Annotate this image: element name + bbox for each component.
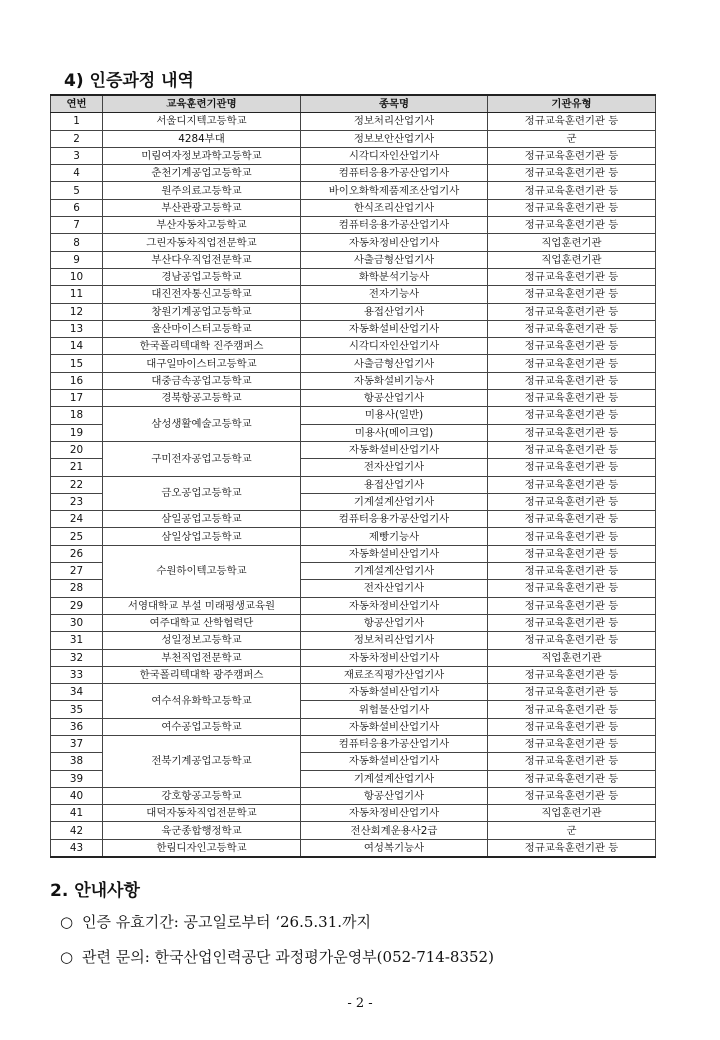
table-row [51, 303, 656, 320]
cell-type: 정규교육훈련기관 등 [488, 407, 656, 424]
cell-no: 7 [51, 217, 103, 234]
table-row [51, 649, 656, 666]
cell-institution: 여수석유화학고등학교 [103, 684, 301, 719]
cell-no: 37 [51, 735, 103, 752]
cell-item: 정보처리산업기사 [301, 632, 488, 649]
cell-item: 시각디자인산업기사 [301, 338, 488, 355]
table-row [51, 147, 656, 164]
table-row [51, 718, 656, 735]
cell-item: 위험물산업기사 [301, 701, 488, 718]
cell-no: 40 [51, 787, 103, 804]
table-row [51, 268, 656, 285]
cell-institution: 육군종합행정학교 [103, 822, 301, 839]
table-row [51, 390, 656, 407]
cell-institution: 한국폴리텍대학 진주캠퍼스 [103, 338, 301, 355]
cell-type: 군 [488, 822, 656, 839]
cell-no: 21 [51, 459, 103, 476]
cell-no: 28 [51, 580, 103, 597]
cell-item: 사출금형산업기사 [301, 251, 488, 268]
cell-item: 컴퓨터응용가공산업기사 [301, 735, 488, 752]
cell-no: 41 [51, 805, 103, 822]
cell-no: 35 [51, 701, 103, 718]
cell-type: 정규교육훈련기관 등 [488, 735, 656, 752]
cell-no: 38 [51, 753, 103, 770]
cell-type: 정규교육훈련기관 등 [488, 268, 656, 285]
cell-type: 정규교육훈련기관 등 [488, 718, 656, 735]
cell-institution: 대중금속공업고등학교 [103, 372, 301, 389]
cell-no: 3 [51, 147, 103, 164]
notice-text: 관련 문의: 한국산업인력공단 과정평가운영부(052-714-8352) [82, 948, 494, 966]
cell-institution: 그린자동차직업전문학교 [103, 234, 301, 251]
table-row [51, 338, 656, 355]
table-row [51, 597, 656, 614]
cell-type: 직업훈련기관 [488, 805, 656, 822]
table-row [51, 839, 656, 857]
cell-type: 정규교육훈련기관 등 [488, 597, 656, 614]
cell-institution: 수원하이텍고등학교 [103, 545, 301, 597]
cell-type: 정규교육훈련기관 등 [488, 459, 656, 476]
cell-no: 24 [51, 511, 103, 528]
table-header-row [51, 95, 656, 113]
bullet-icon: ○ [60, 913, 74, 931]
table-row [51, 251, 656, 268]
cell-item: 자동화설비산업기사 [301, 753, 488, 770]
cell-type: 정규교육훈련기관 등 [488, 493, 656, 510]
cell-institution: 금오공업고등학교 [103, 476, 301, 511]
cell-item: 한식조리산업기사 [301, 199, 488, 216]
table-row [51, 684, 656, 701]
cell-no: 34 [51, 684, 103, 701]
table-row [51, 286, 656, 303]
cell-item: 정보보안산업기사 [301, 130, 488, 147]
cell-item: 여성복기능사 [301, 839, 488, 857]
cell-type: 정규교육훈련기관 등 [488, 666, 656, 683]
cell-item: 자동화설비산업기사 [301, 441, 488, 458]
header-type: 기관유형 [488, 95, 656, 113]
cell-no: 29 [51, 597, 103, 614]
table-row [51, 735, 656, 752]
cell-no: 43 [51, 839, 103, 857]
table-row [51, 217, 656, 234]
cell-type: 정규교육훈련기관 등 [488, 563, 656, 580]
cell-item: 용접산업기사 [301, 303, 488, 320]
cell-type: 정규교육훈련기관 등 [488, 770, 656, 787]
cell-item: 컴퓨터응용가공산업기사 [301, 165, 488, 182]
cell-type: 정규교육훈련기관 등 [488, 839, 656, 857]
cell-no: 27 [51, 563, 103, 580]
cell-item: 전자산업기사 [301, 580, 488, 597]
cell-item: 컴퓨터응용가공산업기사 [301, 511, 488, 528]
cell-institution: 경남공업고등학교 [103, 268, 301, 285]
section-title: 4) 인증과정 내역 [64, 71, 194, 91]
cell-institution: 울산마이스터고등학교 [103, 320, 301, 337]
cell-no: 31 [51, 632, 103, 649]
table-row [51, 511, 656, 528]
cell-type: 정규교육훈련기관 등 [488, 286, 656, 303]
cell-no: 15 [51, 355, 103, 372]
table-row [51, 666, 656, 683]
header-institution: 교육훈련기관명 [103, 95, 301, 113]
cell-item: 자동화설비산업기사 [301, 320, 488, 337]
cell-institution: 원주의료고등학교 [103, 182, 301, 199]
cell-institution: 대진전자통신고등학교 [103, 286, 301, 303]
cell-type: 정규교육훈련기관 등 [488, 476, 656, 493]
cell-item: 자동차정비산업기사 [301, 805, 488, 822]
cell-no: 4 [51, 165, 103, 182]
cell-item: 자동차정비산업기사 [301, 597, 488, 614]
cell-type: 정규교육훈련기관 등 [488, 199, 656, 216]
table-row [51, 805, 656, 822]
cell-no: 25 [51, 528, 103, 545]
cell-no: 30 [51, 614, 103, 631]
cell-type: 정규교육훈련기관 등 [488, 614, 656, 631]
cell-item: 자동차정비산업기사 [301, 649, 488, 666]
table-body [51, 113, 656, 857]
cell-no: 5 [51, 182, 103, 199]
cell-item: 전자산업기사 [301, 459, 488, 476]
table-row [51, 614, 656, 631]
cell-type: 정규교육훈련기관 등 [488, 147, 656, 164]
cell-no: 14 [51, 338, 103, 355]
cell-item: 바이오화학제품제조산업기사 [301, 182, 488, 199]
table-row [51, 320, 656, 337]
cell-no: 42 [51, 822, 103, 839]
cell-type: 정규교육훈련기관 등 [488, 753, 656, 770]
cell-institution: 부산자동차고등학교 [103, 217, 301, 234]
cell-type: 직업훈련기관 [488, 234, 656, 251]
cell-item: 제빵기능사 [301, 528, 488, 545]
notice-title: 2. 안내사항 [50, 881, 140, 901]
cell-no: 8 [51, 234, 103, 251]
table-row [51, 441, 656, 458]
table-row [51, 113, 656, 130]
bullet-icon: ○ [60, 948, 74, 966]
table-row [51, 407, 656, 424]
cell-no: 26 [51, 545, 103, 562]
cell-item: 재료조직평가산업기사 [301, 666, 488, 683]
cell-type: 정규교육훈련기관 등 [488, 787, 656, 804]
cell-no: 11 [51, 286, 103, 303]
cell-type: 정규교육훈련기관 등 [488, 511, 656, 528]
cell-type: 정규교육훈련기관 등 [488, 632, 656, 649]
cell-no: 32 [51, 649, 103, 666]
cell-type: 직업훈련기관 [488, 649, 656, 666]
cell-institution: 여수공업고등학교 [103, 718, 301, 735]
cell-institution: 여주대학교 산학협력단 [103, 614, 301, 631]
cell-institution: 대구일마이스터고등학교 [103, 355, 301, 372]
cell-no: 12 [51, 303, 103, 320]
table-row [51, 234, 656, 251]
cell-no: 36 [51, 718, 103, 735]
cell-type: 정규교육훈련기관 등 [488, 355, 656, 372]
cell-item: 전자기능사 [301, 286, 488, 303]
cell-type: 정규교육훈련기관 등 [488, 424, 656, 441]
cell-type: 정규교육훈련기관 등 [488, 372, 656, 389]
table-row [51, 165, 656, 182]
cell-institution: 경북항공고등학교 [103, 390, 301, 407]
table-row [51, 372, 656, 389]
cell-item: 컴퓨터응용가공산업기사 [301, 217, 488, 234]
cell-type: 군 [488, 130, 656, 147]
cell-type: 정규교육훈련기관 등 [488, 528, 656, 545]
cell-item: 미용사(메이크업) [301, 424, 488, 441]
cell-no: 18 [51, 407, 103, 424]
cell-no: 16 [51, 372, 103, 389]
cell-type: 정규교육훈련기관 등 [488, 441, 656, 458]
table-row [51, 182, 656, 199]
table-row [51, 822, 656, 839]
cell-item: 기계설계산업기사 [301, 563, 488, 580]
cell-no: 20 [51, 441, 103, 458]
cell-type: 정규교육훈련기관 등 [488, 182, 656, 199]
cell-institution: 한국폴리텍대학 광주캠퍼스 [103, 666, 301, 683]
table-row [51, 355, 656, 372]
notice-line-validity [60, 911, 371, 932]
cell-item: 시각디자인산업기사 [301, 147, 488, 164]
header-item: 종목명 [301, 95, 488, 113]
notice-text: 인증 유효기간: 공고일로부터 ‘26.5.31.까지 [82, 913, 372, 931]
page-number: - 2 - [347, 996, 373, 1011]
cell-institution: 한림디자인고등학교 [103, 839, 301, 857]
cell-no: 39 [51, 770, 103, 787]
cell-institution: 대덕자동차직업전문학교 [103, 805, 301, 822]
cell-no: 22 [51, 476, 103, 493]
cell-institution: 서울디지텍고등학교 [103, 113, 301, 130]
cell-no: 19 [51, 424, 103, 441]
header-no: 연번 [51, 95, 103, 113]
cell-item: 자동화설비기능사 [301, 372, 488, 389]
cell-item: 자동화설비산업기사 [301, 718, 488, 735]
notice-line-contact [60, 946, 494, 967]
cell-institution: 부산관광고등학교 [103, 199, 301, 216]
cell-item: 용접산업기사 [301, 476, 488, 493]
cell-type: 정규교육훈련기관 등 [488, 165, 656, 182]
cell-type: 정규교육훈련기관 등 [488, 338, 656, 355]
cell-item: 자동차정비산업기사 [301, 234, 488, 251]
cell-institution: 미림여자정보과학고등학교 [103, 147, 301, 164]
cell-institution: 창원기계공업고등학교 [103, 303, 301, 320]
cell-type: 정규교육훈련기관 등 [488, 303, 656, 320]
table-row [51, 476, 656, 493]
cell-type: 정규교육훈련기관 등 [488, 545, 656, 562]
cell-no: 10 [51, 268, 103, 285]
cell-no: 13 [51, 320, 103, 337]
cell-type: 직업훈련기관 [488, 251, 656, 268]
cell-item: 전산회계운용사2급 [301, 822, 488, 839]
cell-institution: 부산다우직업전문학교 [103, 251, 301, 268]
cell-type: 정규교육훈련기관 등 [488, 701, 656, 718]
certification-table [50, 94, 656, 858]
cell-type: 정규교육훈련기관 등 [488, 390, 656, 407]
cell-item: 기계설계산업기사 [301, 493, 488, 510]
cell-type: 정규교육훈련기관 등 [488, 217, 656, 234]
cell-institution: 삼성생활예술고등학교 [103, 407, 301, 442]
table-row [51, 787, 656, 804]
cell-no: 23 [51, 493, 103, 510]
table-row [51, 528, 656, 545]
cell-no: 6 [51, 199, 103, 216]
cell-institution: 서영대학교 부설 미래평생교육원 [103, 597, 301, 614]
cell-type: 정규교육훈련기관 등 [488, 320, 656, 337]
cell-item: 자동화설비산업기사 [301, 684, 488, 701]
cell-institution: 성일정보고등학교 [103, 632, 301, 649]
cell-item: 항공산업기사 [301, 787, 488, 804]
cell-item: 항공산업기사 [301, 390, 488, 407]
table-row [51, 632, 656, 649]
cell-type: 정규교육훈련기관 등 [488, 113, 656, 130]
cell-institution: 전북기계공업고등학교 [103, 735, 301, 787]
table-row [51, 199, 656, 216]
cell-institution: 강호항공고등학교 [103, 787, 301, 804]
cell-institution: 삼일상업고등학교 [103, 528, 301, 545]
cell-item: 미용사(일반) [301, 407, 488, 424]
cell-item: 정보처리산업기사 [301, 113, 488, 130]
cell-no: 2 [51, 130, 103, 147]
table-row [51, 130, 656, 147]
cell-institution: 4284부대 [103, 130, 301, 147]
cell-institution: 구미전자공업고등학교 [103, 441, 301, 476]
table-row [51, 545, 656, 562]
cell-item: 화학분석기능사 [301, 268, 488, 285]
cell-no: 33 [51, 666, 103, 683]
cell-item: 항공산업기사 [301, 614, 488, 631]
cell-institution: 춘천기계공업고등학교 [103, 165, 301, 182]
cell-institution: 삼일공업고등학교 [103, 511, 301, 528]
cell-item: 기계설계산업기사 [301, 770, 488, 787]
cell-item: 자동화설비산업기사 [301, 545, 488, 562]
cell-type: 정규교육훈련기관 등 [488, 580, 656, 597]
cell-no: 17 [51, 390, 103, 407]
cell-no: 9 [51, 251, 103, 268]
cell-item: 사출금형산업기사 [301, 355, 488, 372]
cell-no: 1 [51, 113, 103, 130]
cell-type: 정규교육훈련기관 등 [488, 684, 656, 701]
cell-institution: 부천직업전문학교 [103, 649, 301, 666]
